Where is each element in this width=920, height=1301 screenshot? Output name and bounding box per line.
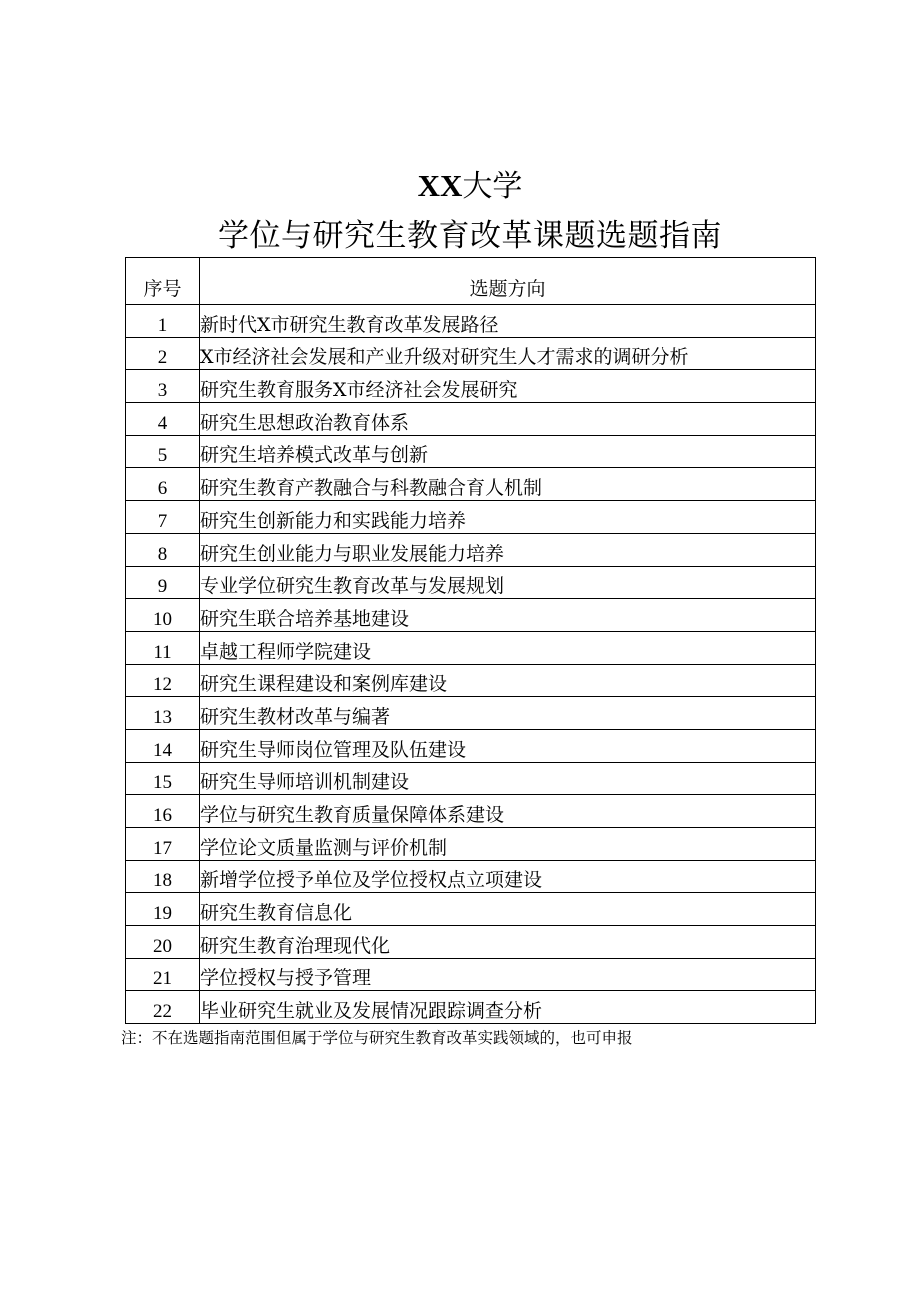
row-topic: 研究生教育治理现代化 bbox=[200, 926, 816, 959]
row-topic: 研究生培养模式改革与创新 bbox=[200, 435, 816, 468]
page-title bbox=[0, 168, 920, 205]
row-number: 10 bbox=[126, 599, 200, 632]
table-row bbox=[126, 337, 816, 370]
title-latin-part: XX bbox=[417, 168, 463, 203]
row-topic: 学位论文质量监测与评价机制 bbox=[200, 828, 816, 861]
row-number: 4 bbox=[126, 403, 200, 436]
row-topic: 研究生思想政治教育体系 bbox=[200, 403, 816, 436]
row-topic: 新时代X市研究生教育改革发展路径 bbox=[200, 305, 816, 338]
row-topic: 研究生导师岗位管理及队伍建设 bbox=[200, 729, 816, 762]
row-number: 13 bbox=[126, 697, 200, 730]
header-topic: 选题方向 bbox=[200, 258, 816, 305]
page-subtitle: 学位与研究生教育改革课题选题指南 bbox=[218, 218, 722, 254]
table-row bbox=[126, 631, 816, 664]
table-row bbox=[126, 958, 816, 991]
row-number: 5 bbox=[126, 435, 200, 468]
row-topic: 卓越工程师学院建设 bbox=[200, 631, 816, 664]
row-number: 19 bbox=[126, 893, 200, 926]
row-number: 3 bbox=[126, 370, 200, 403]
table-row bbox=[126, 762, 816, 795]
row-number: 12 bbox=[126, 664, 200, 697]
table-row bbox=[126, 468, 816, 501]
table-row bbox=[126, 926, 816, 959]
row-number: 22 bbox=[126, 991, 200, 1024]
row-topic: 研究生教育产教融合与科教融合育人机制 bbox=[200, 468, 816, 501]
row-number: 9 bbox=[126, 566, 200, 599]
table-header-row bbox=[126, 258, 816, 305]
row-number: 16 bbox=[126, 795, 200, 828]
table-row bbox=[126, 533, 816, 566]
row-number: 15 bbox=[126, 762, 200, 795]
table-row bbox=[126, 860, 816, 893]
row-number: 21 bbox=[126, 958, 200, 991]
row-number: 8 bbox=[126, 533, 200, 566]
row-number: 17 bbox=[126, 828, 200, 861]
row-topic: 研究生导师培训机制建设 bbox=[200, 762, 816, 795]
row-number: 18 bbox=[126, 860, 200, 893]
table-row bbox=[126, 729, 816, 762]
footnote: 注：不在选题指南范围但属于学位与研究生教育改革实践领域的，也可申报 bbox=[121, 1029, 633, 1047]
table-row bbox=[126, 795, 816, 828]
row-number: 14 bbox=[126, 729, 200, 762]
row-number: 7 bbox=[126, 501, 200, 534]
table-row bbox=[126, 893, 816, 926]
row-topic: 新增学位授予单位及学位授权点立项建设 bbox=[200, 860, 816, 893]
row-topic: 研究生教育信息化 bbox=[200, 893, 816, 926]
row-number: 6 bbox=[126, 468, 200, 501]
title-cjk-part: 大学 bbox=[462, 169, 523, 204]
row-topic: 研究生创业能力与职业发展能力培养 bbox=[200, 533, 816, 566]
table-row bbox=[126, 501, 816, 534]
row-topic: 研究生创新能力和实践能力培养 bbox=[200, 501, 816, 534]
topic-guide-table bbox=[125, 257, 816, 1024]
table-row bbox=[126, 403, 816, 436]
row-topic: 研究生课程建设和案例库建设 bbox=[200, 664, 816, 697]
row-topic: 专业学位研究生教育改革与发展规划 bbox=[200, 566, 816, 599]
row-topic: 研究生教育服务X市经济社会发展研究 bbox=[200, 370, 816, 403]
table-row bbox=[126, 828, 816, 861]
table-row bbox=[126, 435, 816, 468]
table-row bbox=[126, 599, 816, 632]
row-number: 2 bbox=[126, 337, 200, 370]
row-number: 20 bbox=[126, 926, 200, 959]
row-topic: X市经济社会发展和产业升级对研究生人才需求的调研分析 bbox=[200, 337, 816, 370]
table-row bbox=[126, 370, 816, 403]
table-row bbox=[126, 566, 816, 599]
table-row bbox=[126, 305, 816, 338]
row-number: 11 bbox=[126, 631, 200, 664]
row-topic: 毕业研究生就业及发展情况跟踪调查分析 bbox=[200, 991, 816, 1024]
header-number: 序号 bbox=[126, 258, 200, 305]
row-topic: 学位授权与授予管理 bbox=[200, 958, 816, 991]
table-row bbox=[126, 991, 816, 1024]
row-number: 1 bbox=[126, 305, 200, 338]
table-row bbox=[126, 697, 816, 730]
row-topic: 学位与研究生教育质量保障体系建设 bbox=[200, 795, 816, 828]
row-topic: 研究生教材改革与编著 bbox=[200, 697, 816, 730]
table-row bbox=[126, 664, 816, 697]
row-topic: 研究生联合培养基地建设 bbox=[200, 599, 816, 632]
